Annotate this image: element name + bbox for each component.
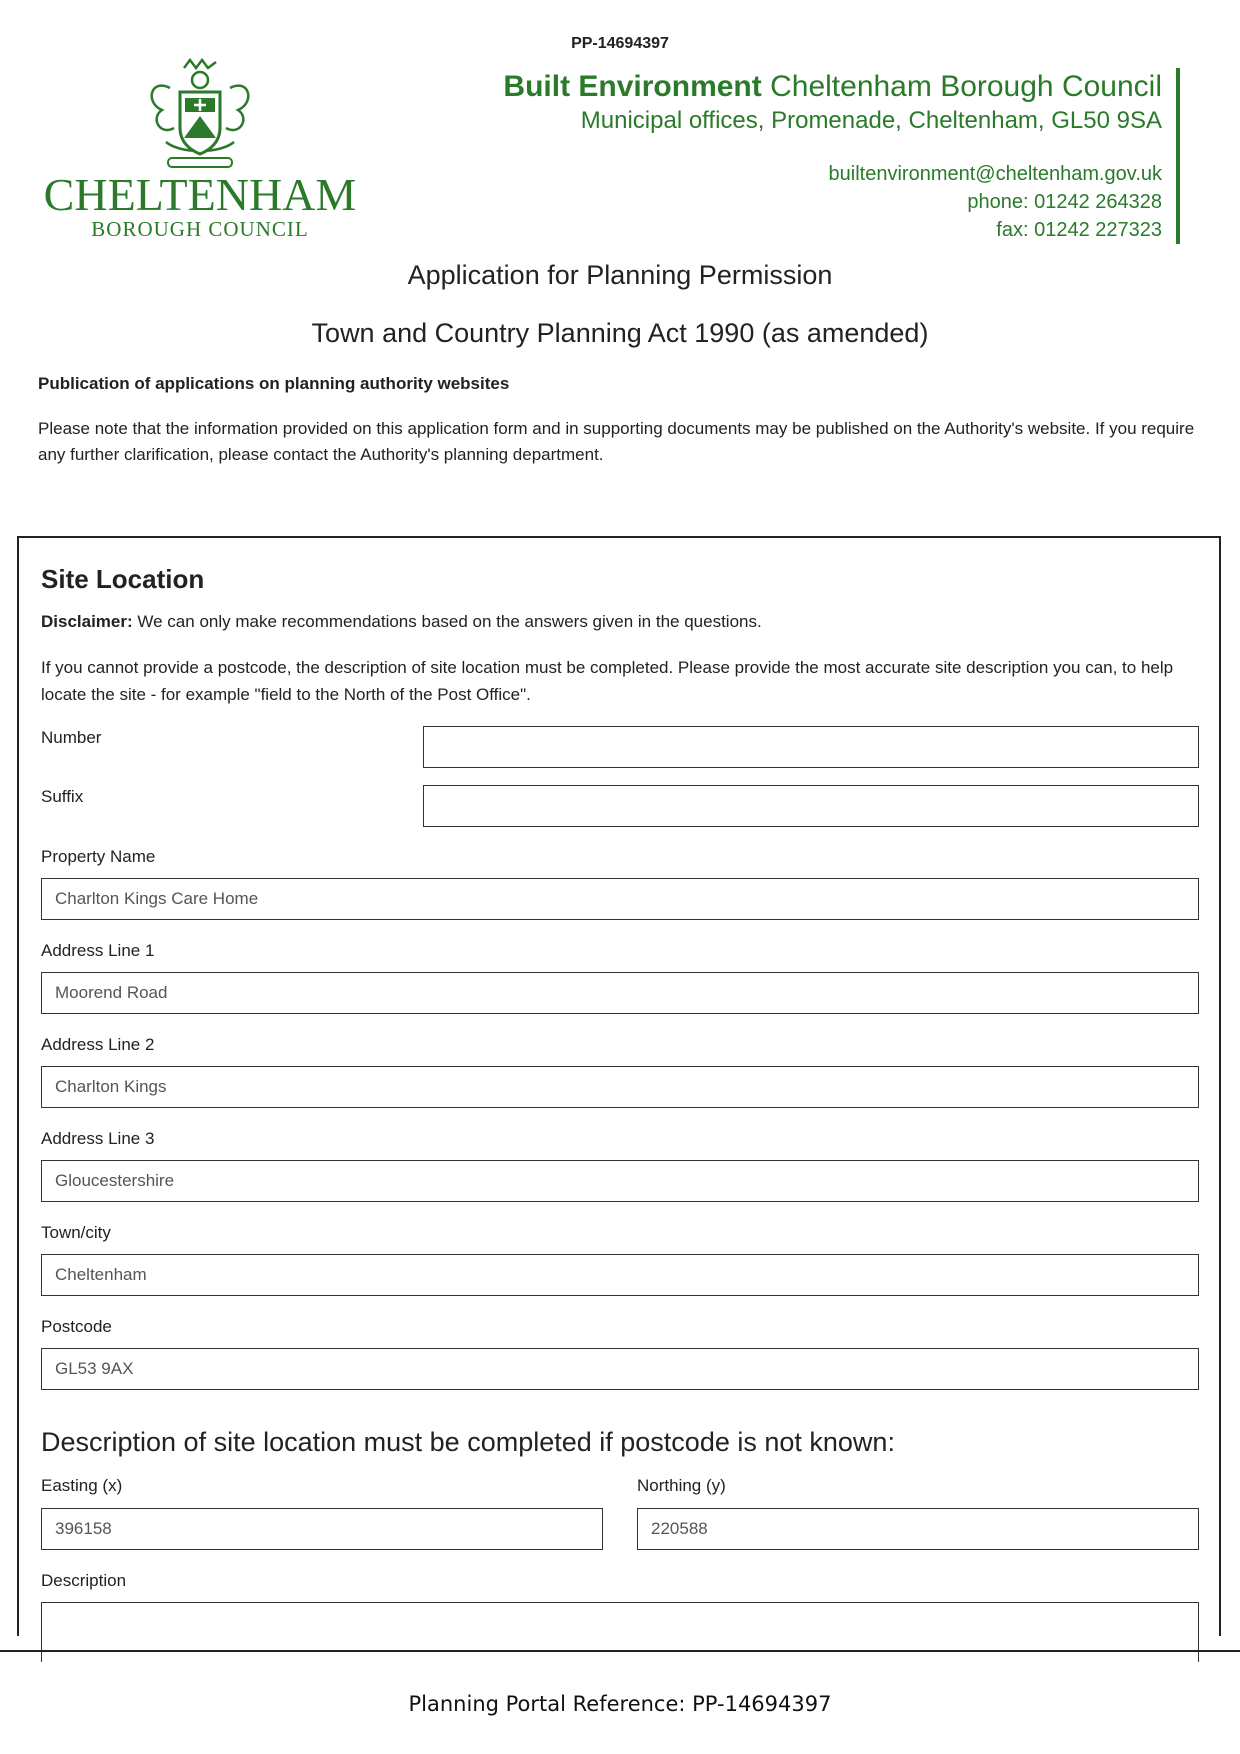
- suffix-field[interactable]: [423, 785, 1199, 827]
- form-title: Application for Planning Permission: [407, 260, 833, 290]
- address-line-1-label: Address Line 1: [41, 941, 155, 960]
- town-city-field[interactable]: Cheltenham: [41, 1254, 1199, 1296]
- number-field[interactable]: [423, 726, 1199, 768]
- contact-fax: fax: 01242 227323: [996, 219, 1162, 241]
- contact-phone: phone: 01242 264328: [967, 191, 1162, 213]
- description-field[interactable]: [41, 1602, 1199, 1662]
- disclaimer-text: We can only make recommendations based on the answers given in the questions.: [132, 612, 762, 631]
- property-name-field[interactable]: Charlton Kings Care Home: [41, 878, 1199, 920]
- site-location-panel: [17, 536, 1221, 1636]
- logo-subname: BOROUGH COUNCIL: [91, 217, 309, 241]
- property-name-label: Property Name: [41, 847, 156, 866]
- description-heading: Description of site location must be completed if postcode is not known:: [41, 1427, 895, 1457]
- postcode-field[interactable]: GL53 9AX: [41, 1348, 1199, 1390]
- footer-divider: [0, 1650, 1240, 1652]
- logo-name: CHELTENHAM: [43, 169, 357, 220]
- council-address: Municipal offices, Promenade, Cheltenham, GL50 9SA: [580, 107, 1162, 134]
- town-city-label: Town/city: [41, 1223, 111, 1242]
- council-logo: [40, 58, 360, 258]
- form-subtitle: Town and Country Planning Act 1990 (as amended): [311, 318, 929, 348]
- number-label: Number: [41, 728, 102, 747]
- disclaimer: [41, 612, 762, 632]
- site-info-text: If you cannot provide a postcode, the description of site location must be completed. Please provide the most accurate site description you can, to help locate the site - for example "field to the North of the Post Office".: [41, 658, 1174, 704]
- easting-label: Easting (x): [41, 1476, 123, 1495]
- suffix-label: Suffix: [41, 787, 84, 806]
- address-line-3-field[interactable]: Gloucestershire: [41, 1160, 1199, 1202]
- address-line-2-field[interactable]: Charlton Kings: [41, 1066, 1199, 1108]
- northing-field[interactable]: 220588: [637, 1508, 1199, 1550]
- publication-heading: Publication of applications on planning authority websites: [38, 374, 510, 393]
- address-line-1-field[interactable]: Moorend Road: [41, 972, 1199, 1014]
- department-name: Built Environment: [503, 70, 762, 103]
- reference-number: PP-14694397: [571, 35, 669, 52]
- section-title: Site Location: [41, 564, 205, 594]
- northing-label: Northing (y): [637, 1476, 726, 1495]
- publication-text: Please note that the information provided on this application form and in supporting documents may be published on the Authority's website. If you require any further clarification, please contact the Authority's planning department.: [38, 419, 1195, 464]
- address-line-3-label: Address Line 3: [41, 1129, 155, 1148]
- coat-of-arms-icon: [140, 58, 260, 170]
- address-line-2-label: Address Line 2: [41, 1035, 155, 1054]
- postcode-label: Postcode: [41, 1317, 112, 1336]
- contact-block: [402, 68, 1180, 244]
- disclaimer-label: Disclaimer:: [41, 612, 133, 631]
- easting-field[interactable]: 396158: [41, 1508, 603, 1550]
- council-name: Cheltenham Borough Council: [770, 70, 1162, 103]
- description-label: Description: [41, 1571, 127, 1590]
- footer-reference: Planning Portal Reference: PP-14694397: [408, 1692, 832, 1716]
- contact-email[interactable]: builtenvironment@cheltenham.gov.uk: [828, 163, 1162, 185]
- council-heading: [402, 68, 1162, 106]
